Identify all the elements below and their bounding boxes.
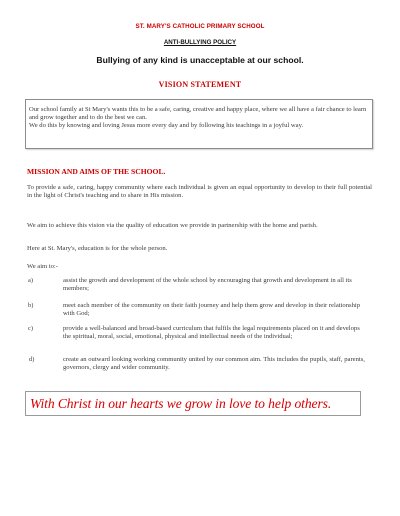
aim-text: provide a well-balanced and broad-based curriculum that fulfils the legal requirements placed on it and develops the spiritual, moral, social, emotional, physical and intellectual needs of the individual; <box>63 325 360 340</box>
aim-text: meet each member of the community on their faith journey and help them grow and develop in their relationship with God; <box>63 302 360 317</box>
aim-text: create an outward looking working community united by our common aim. This includes the pupils, staff, parents, governors, clergy and wider community. <box>63 356 365 371</box>
mission-paragraph-2: We aim to achieve this vision via the quality of education we provide in partnership with the home and parish. <box>27 222 318 229</box>
aim-letter: d) <box>29 356 35 363</box>
vision-line-2: We do this by knowing and loving Jesus more every day and by following his teachings in a joyful way. <box>29 122 304 130</box>
mission-paragraph-4: We aim to:- <box>27 263 58 270</box>
vision-statement-box <box>25 99 373 149</box>
aim-letter: c) <box>28 325 33 332</box>
aim-text: assist the growth and development of the whole school by encouraging that growth and development in all its members; <box>63 277 352 292</box>
aim-letter: a) <box>28 277 33 284</box>
vision-heading: VISION STATEMENT <box>158 80 242 89</box>
policy-tagline: Bullying of any kind is unacceptable at our school. <box>96 55 304 65</box>
policy-title: ANTI-BULLYING POLICY <box>163 39 237 46</box>
mission-heading: MISSION AND AIMS OF THE SCHOOL. <box>27 167 166 176</box>
aim-letter: b) <box>28 302 34 309</box>
mission-paragraph-1: To provide a safe, caring, happy community where each individual is given an equal opportunity to develop to their full potential in the light of Christ's teaching and to share in His mission. <box>27 184 372 199</box>
school-motto: With Christ in our hearts we grow in love to help others. <box>25 391 361 416</box>
vision-line-1: Our school family at St Mary's wants this to be a safe, caring, creative and happy place, where we all have a fair chance to learn and grow together and to do the best we can. <box>29 106 367 122</box>
school-name: ST. MARY'S CATHOLIC PRIMARY SCHOOL <box>135 23 265 30</box>
mission-paragraph-3: Here at St. Mary's, education is for the whole person. <box>27 245 168 252</box>
